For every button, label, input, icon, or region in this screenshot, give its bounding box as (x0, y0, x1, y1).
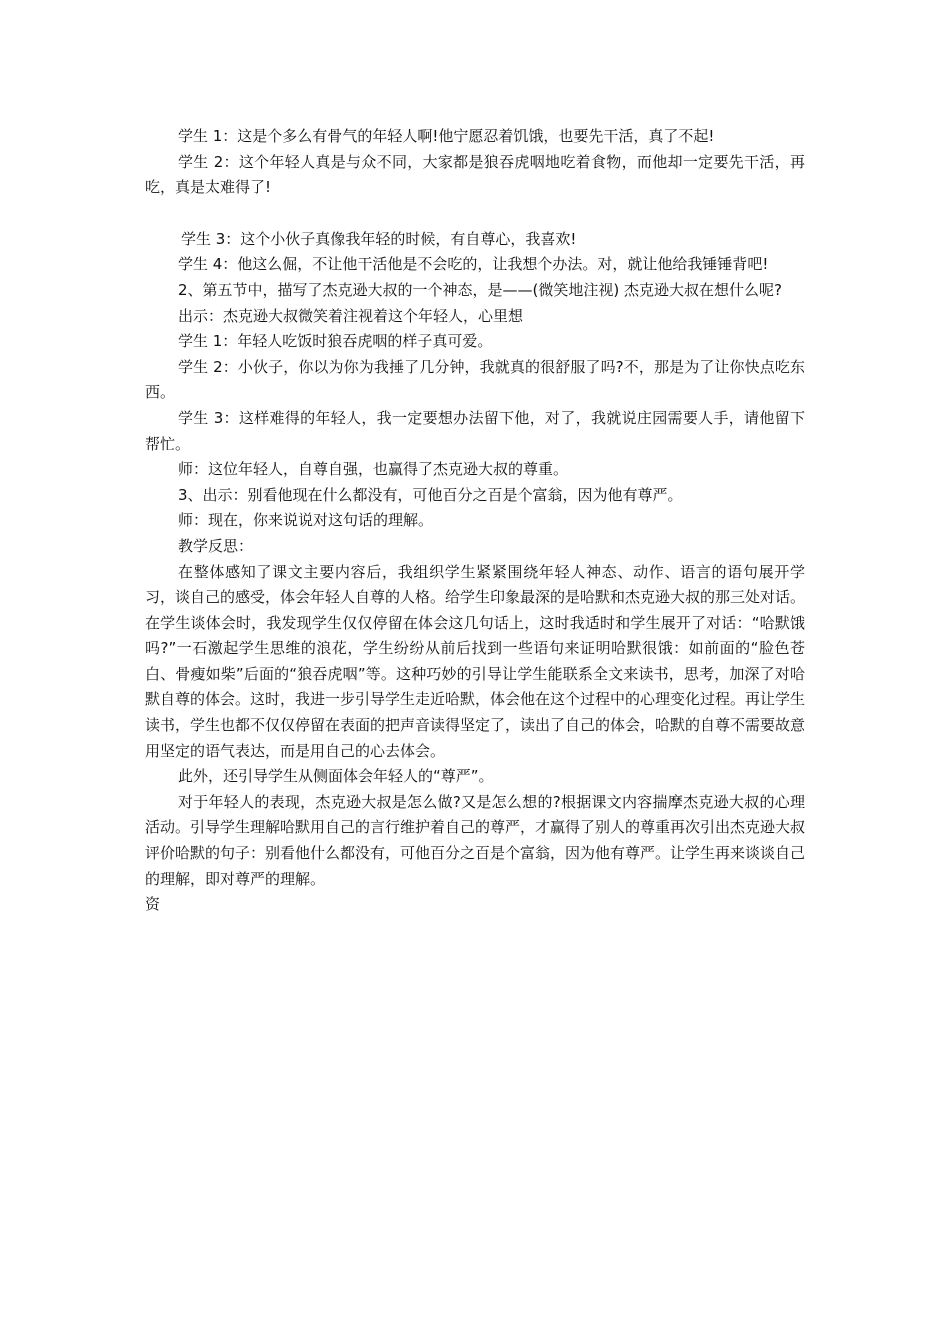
paragraph-teacher-1: 师：这位年轻人，自尊自强，也赢得了杰克逊大叔的尊重。 (178, 460, 569, 479)
heading-teaching-reflection: 教学反思： (178, 536, 254, 555)
paragraph-answer-3: 学生 3：这样难得的年轻人，我一定要想办法留下他，对了，我就说庄园需要人手，请他留下帮忙。 (145, 408, 805, 453)
paragraph-student3: 学生 3：这个小伙子真像我年轻的时候，有自尊心，我喜欢! (181, 229, 577, 248)
paragraph-reflection-2: 此外，还引导学生从侧面体会年轻人的“尊严”。 (178, 767, 494, 786)
paragraph-answer-2: 学生 2：小伙子，你以为你为我捶了几分钟，我就真的很舒服了吗?不，那是为了让你快点吃东西。 (145, 357, 805, 402)
paragraph-section-3: 3、出示：别看他现在什么都没有，可他百分之百是个富翁，因为他有尊严。 (178, 485, 683, 504)
paragraph-show-prompt: 出示：杰克逊大叔微笑着注视着这个年轻人，心里想 (178, 306, 524, 325)
paragraph-reflection-1: 在整体感知了课文主要内容后，我组织学生紧紧围绕年轻人神态、动作、语言的语句展开学习，谈自己的感受，体会年轻人自尊的人格。给学生印象最深的是哈默和杰克逊大叔的那三处对话。在学生谈体会时，我发现学生仅仅停留在体会这几句话上，这时我适时和学生展开了对话：“哈默饿吗?”一石激起学生思维的浪花，学生纷纷从前后找到一些语句来证明哈默很饿：如前面的“脸色苍白、骨瘦如柴”后面的“狼吞虎咽”等。这种巧妙的引导让学生能联系全文来读书，思考，加深了对哈默自尊的体会。这时，我进一步引导学生走近哈默，体会他在这个过程中的心理变化过程。再让学生读书，学生也都不仅仅停留在表面的把声音读得坚定了，读出了自己的体会，哈默的自尊不需要故意用坚定的语气表达，而是用自己的心去体会。 (145, 562, 806, 760)
paragraph-section-2: 2、第五节中，描写了杰克逊大叔的一个神态，是——(微笑地注视) 杰克逊大叔在想什么呢? (178, 280, 782, 299)
paragraph-teacher-2: 师：现在，你来说说对这句话的理解。 (178, 511, 434, 530)
paragraph-trailing-char: 资 (145, 895, 161, 914)
paragraph-student2: 学生 2：这个年轻人真是与众不同，大家都是狼吞虎咽地吃着食物，而他却一定要先干活，再吃，真是太难得了! (145, 152, 805, 197)
paragraph-student1: 学生 1：这是个多么有骨气的年轻人啊!他宁愿忍着饥饿，也要先干活，真了不起! (178, 127, 715, 145)
paragraph-reflection-3: 对于年轻人的表现，杰克逊大叔是怎么做?又是怎么想的?根据课文内容揣摩杰克逊大叔的心理活动。引导学生理解哈默用自己的言行维护着自己的尊严，才赢得了别人的尊重再次引出杰克逊大叔评价哈默的句子：别看他什么都没有，可他百分之百是个富翁，因为他有尊严。让学生再来谈谈自己的理解，即对尊严的理解。 (145, 792, 806, 888)
paragraph-answer-1: 学生 1：年轻人吃饭时狼吞虎咽的样子真可爱。 (178, 332, 493, 351)
document-body (145, 124, 805, 918)
paragraph-student4: 学生 4：他这么倔，不让他干活他是不会吃的，让我想个办法。对，就让他给我锤锤背吧! (178, 255, 769, 274)
